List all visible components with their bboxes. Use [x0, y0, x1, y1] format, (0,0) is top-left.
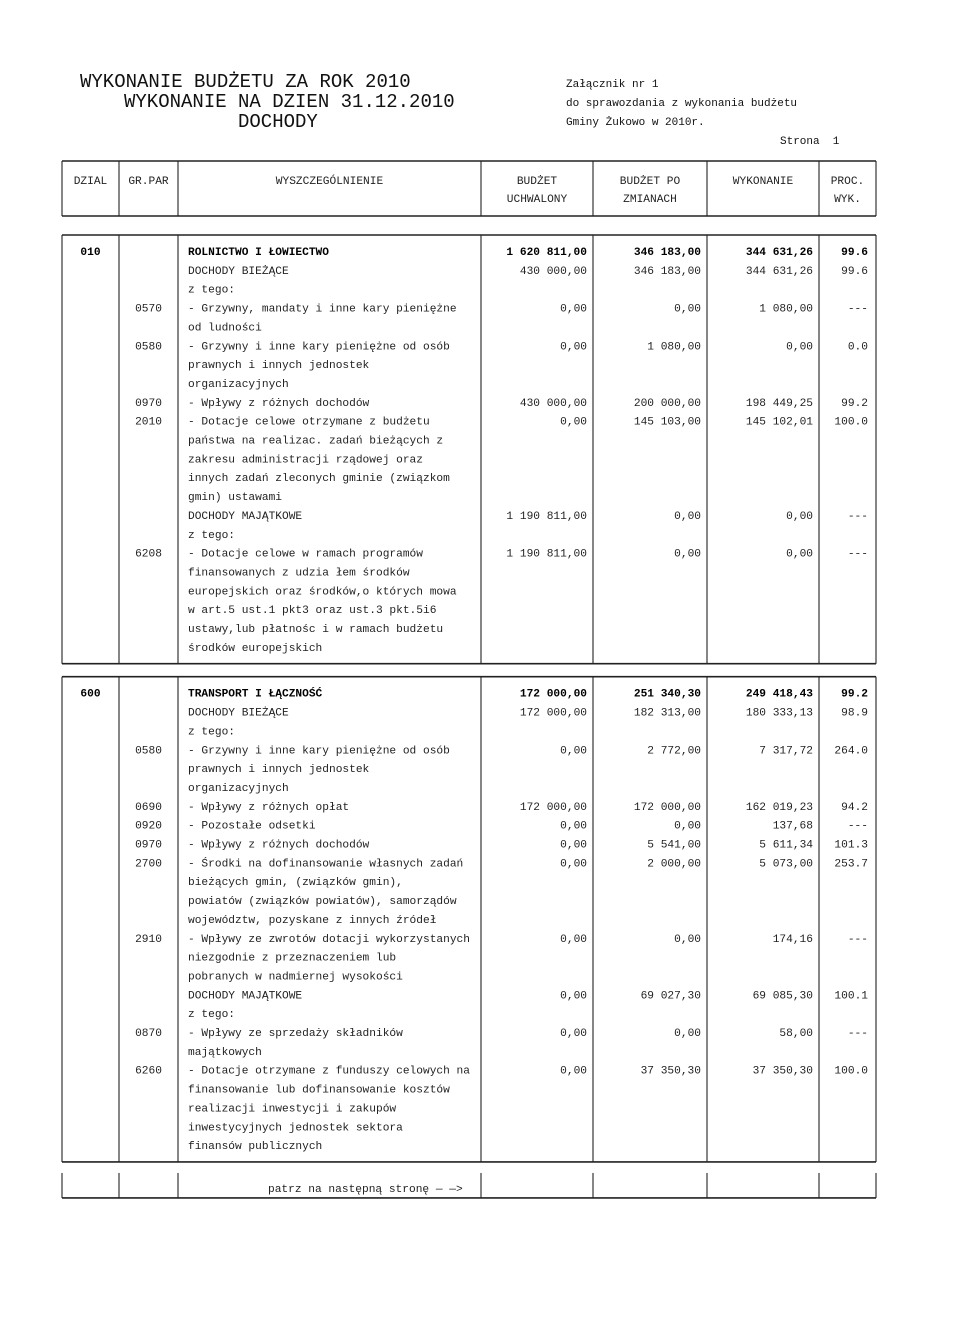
row-exec-value: 0,00: [786, 510, 813, 523]
row-par-code: 0870: [135, 1028, 162, 1040]
row-description: inwestycyjnych jednostek sektora: [188, 1122, 403, 1135]
row-budget-value: 0,00: [560, 858, 587, 871]
row-exec-value: 5 611,34: [759, 839, 813, 852]
row-description: województw, pozyskane z innych źródeł: [188, 914, 437, 927]
row-description: z tego:: [188, 1009, 235, 1022]
row-percent-value: ---: [847, 820, 868, 833]
row-description: - Pozostałe odsetki: [188, 820, 316, 833]
row-percent-value: 94.2: [841, 801, 868, 814]
row-description: europejskich oraz środków,o których mowa: [188, 586, 457, 599]
row-percent-value: 99.2: [841, 688, 868, 701]
row-percent-value: 99.2: [841, 397, 868, 410]
row-percent-value: 99.6: [841, 247, 868, 259]
row-percent-value: 100.1: [834, 990, 868, 1003]
row-after-value: 69 027,30: [640, 990, 701, 1003]
row-after-value: 0,00: [674, 820, 701, 833]
row-exec-value: 174,16: [772, 933, 813, 946]
row-after-value: 0,00: [674, 933, 701, 946]
row-par-code: 2910: [135, 933, 162, 946]
row-percent-value: ---: [847, 548, 868, 561]
row-budget-value: 430 000,00: [519, 397, 587, 410]
row-description: - Środki na dofinansowanie własnych zadań: [188, 858, 464, 871]
row-percent-value: 0.0: [847, 341, 868, 354]
row-description: innych zadań zleconych gminie (związkom: [188, 473, 450, 486]
row-description: ustawy,lub płatnośc i w ramach budżetu: [188, 624, 444, 636]
row-after-value: 0,00: [674, 303, 701, 316]
row-description: DOCHODY MAJĄTKOWE: [188, 510, 303, 523]
attachment-line-1: Załącznik nr 1: [566, 79, 659, 91]
continue-note: patrz na następną stronę — —>: [268, 1183, 463, 1196]
row-description: państwa na realizac. zadań bieżących z: [188, 435, 444, 448]
row-budget-value: 0,00: [560, 933, 587, 946]
row-after-value: 37 350,30: [640, 1065, 701, 1078]
row-description: organizacyjnych: [188, 378, 289, 391]
attachment-line-2: do sprawozdania z wykonania budżetu: [566, 98, 798, 110]
row-par-code: 2010: [135, 416, 162, 429]
row-description: zakresu administracji rządowej oraz: [188, 454, 423, 467]
header-description: WYSZCZEGÓLNIENIE: [275, 176, 384, 188]
row-description: - Wpływy ze sprzedaży składników: [188, 1028, 403, 1040]
row-description: - Grzywny i inne kary pieniężne od osób: [188, 341, 450, 354]
row-exec-value: 37 350,30: [752, 1065, 813, 1078]
header-dzial: DZIAL: [73, 176, 108, 188]
row-after-value: 145 103,00: [633, 416, 701, 429]
row-description: finansowanych z udzia łem środków: [188, 567, 410, 580]
row-budget-value: 430 000,00: [519, 265, 587, 278]
row-budget-value: 172 000,00: [519, 707, 587, 720]
row-exec-value: 198 449,25: [745, 397, 813, 410]
row-budget-value: 0,00: [560, 820, 587, 833]
row-description: gmin) ustawami: [188, 492, 282, 505]
row-after-value: 346 183,00: [633, 265, 701, 278]
row-percent-value: 98.9: [841, 707, 868, 720]
row-description: ROLNICTWO I ŁOWIECTWO: [188, 247, 329, 259]
row-after-value: 0,00: [674, 1028, 701, 1040]
row-budget-value: 0,00: [560, 839, 587, 852]
row-description: organizacyjnych: [188, 782, 289, 795]
row-par-code: 6208: [135, 548, 162, 561]
row-par-code: 0920: [135, 820, 162, 833]
row-par-code: 0580: [135, 745, 162, 758]
row-budget-value: 1 190 811,00: [506, 510, 587, 523]
row-budget-value: 0,00: [560, 990, 587, 1003]
row-exec-value: 58,00: [779, 1028, 813, 1040]
row-par-code: 2700: [135, 858, 162, 871]
row-description: - Grzywny i inne kary pieniężne od osób: [188, 745, 450, 758]
row-after-value: 5 541,00: [647, 839, 701, 852]
row-description: - Wpływy z różnych dochodów: [188, 397, 370, 410]
row-after-value: 0,00: [674, 510, 701, 523]
row-description: środków europejskich: [188, 642, 323, 655]
row-percent-value: 100.0: [834, 416, 868, 429]
row-budget-value: 0,00: [560, 303, 587, 316]
header-execution: WYKONANIE: [732, 176, 794, 188]
row-description: realizacji inwestycji i zakupów: [188, 1103, 397, 1116]
row-exec-value: 69 085,30: [752, 990, 813, 1003]
row-par-code: 6260: [135, 1065, 162, 1078]
row-percent-value: 101.3: [834, 839, 868, 852]
row-exec-value: 344 631,26: [745, 265, 813, 278]
row-exec-value: 137,68: [772, 820, 813, 833]
row-percent-value: ---: [847, 303, 868, 316]
row-description: finansów publicznych: [188, 1141, 323, 1154]
header-budget-2: UCHWALONY: [506, 194, 568, 206]
row-description: DOCHODY BIEŻĄCE: [188, 707, 289, 720]
row-after-value: 1 080,00: [647, 341, 701, 354]
row-after-value: 346 183,00: [633, 247, 701, 259]
row-par-code: 0580: [135, 341, 162, 354]
row-budget-value: 172 000,00: [519, 801, 587, 814]
row-description: od ludności: [188, 322, 262, 335]
row-description: - Grzywny, mandaty i inne kary pieniężne: [188, 303, 457, 316]
row-description: - Wpływy ze zwrotów dotacji wykorzystanych: [188, 933, 470, 946]
section-dzial-code: 600: [80, 688, 101, 701]
row-exec-value: 162 019,23: [745, 801, 813, 814]
row-after-value: 182 313,00: [633, 707, 701, 720]
row-percent-value: 100.0: [834, 1065, 868, 1078]
report-title-line-1: WYKONANIE BUDŻETU ZA ROK 2010: [80, 71, 411, 93]
row-budget-value: 0,00: [560, 416, 587, 429]
page-number: Strona 1: [780, 136, 840, 148]
row-budget-value: 0,00: [560, 341, 587, 354]
section-dzial-code: 010: [80, 247, 101, 259]
row-exec-value: 344 631,26: [745, 247, 813, 259]
row-after-value: 172 000,00: [633, 801, 701, 814]
row-description: z tego:: [188, 284, 235, 297]
row-percent-value: 99.6: [841, 265, 868, 278]
row-percent-value: 264.0: [834, 745, 868, 758]
row-description: majątkowych: [188, 1046, 262, 1059]
row-description: TRANSPORT I ŁĄCZNOŚĆ: [188, 688, 323, 701]
row-par-code: 0690: [135, 801, 162, 814]
row-exec-value: 0,00: [786, 341, 813, 354]
header-percent: PROC.: [830, 176, 865, 188]
row-description: z tego:: [188, 726, 235, 739]
row-after-value: 200 000,00: [633, 397, 701, 410]
row-percent-value: ---: [847, 510, 868, 523]
row-description: w art.5 ust.1 pkt3 oraz ust.3 pkt.5i6: [188, 605, 437, 618]
row-budget-value: 1 620 811,00: [506, 247, 587, 259]
header-budget-after-2: ZMIANACH: [623, 194, 677, 206]
row-description: - Dotacje otrzymane z funduszy celowych na: [188, 1065, 470, 1078]
report-title-line-2: WYKONANIE NA DZIEN 31.12.2010: [124, 91, 455, 113]
row-exec-value: 145 102,01: [745, 416, 813, 429]
row-description: prawnych i innych jednostek: [188, 764, 370, 777]
row-exec-value: 249 418,43: [745, 688, 813, 701]
row-after-value: 2 000,00: [647, 858, 701, 871]
row-exec-value: 5 073,00: [759, 858, 813, 871]
row-description: - Wpływy z różnych opłat: [188, 801, 350, 814]
header-percent-2: WYK.: [834, 194, 861, 206]
row-budget-value: 0,00: [560, 745, 587, 758]
row-description: powiatów (związków powiatów), samorządów: [188, 896, 457, 909]
row-exec-value: 1 080,00: [759, 303, 813, 316]
header-gr-par: GR.PAR: [128, 176, 169, 188]
row-after-value: 0,00: [674, 548, 701, 561]
row-description: - Dotacje celowe otrzymane z budżetu: [188, 416, 430, 429]
row-exec-value: 180 333,13: [745, 707, 813, 720]
row-description: z tego:: [188, 529, 235, 542]
attachment-line-3: Gminy Żukowo w 2010r.: [566, 117, 705, 129]
row-after-value: 2 772,00: [647, 745, 701, 758]
report-title-line-3: DOCHODY: [238, 111, 318, 133]
row-description: DOCHODY MAJĄTKOWE: [188, 990, 303, 1003]
row-par-code: 0970: [135, 397, 162, 410]
row-budget-value: 1 190 811,00: [506, 548, 587, 561]
row-description: - Dotacje celowe w ramach programów: [188, 548, 423, 561]
row-percent-value: ---: [847, 1028, 868, 1040]
row-description: prawnych i innych jednostek: [188, 360, 370, 373]
row-exec-value: 7 317,72: [759, 745, 813, 758]
row-description: bieżących gmin, (związków gmin),: [188, 877, 403, 890]
row-percent-value: 253.7: [834, 858, 868, 871]
row-after-value: 251 340,30: [633, 688, 701, 701]
row-description: - Wpływy z różnych dochodów: [188, 839, 370, 852]
row-exec-value: 0,00: [786, 548, 813, 561]
row-description: finansowanie lub dofinansowanie kosztów: [188, 1084, 450, 1097]
row-par-code: 0970: [135, 839, 162, 852]
row-budget-value: 0,00: [560, 1065, 587, 1078]
row-budget-value: 0,00: [560, 1028, 587, 1040]
row-percent-value: ---: [847, 933, 868, 946]
header-budget-after: BUDŻET PO: [619, 176, 681, 188]
row-description: DOCHODY BIEŻĄCE: [188, 265, 289, 278]
row-budget-value: 172 000,00: [519, 688, 587, 701]
header-budget: BUDŻET: [516, 176, 558, 188]
row-par-code: 0570: [135, 303, 162, 316]
row-description: pobranych w nadmiernej wysokości: [188, 971, 403, 984]
row-description: niezgodnie z przeznaczeniem lub: [188, 952, 397, 965]
